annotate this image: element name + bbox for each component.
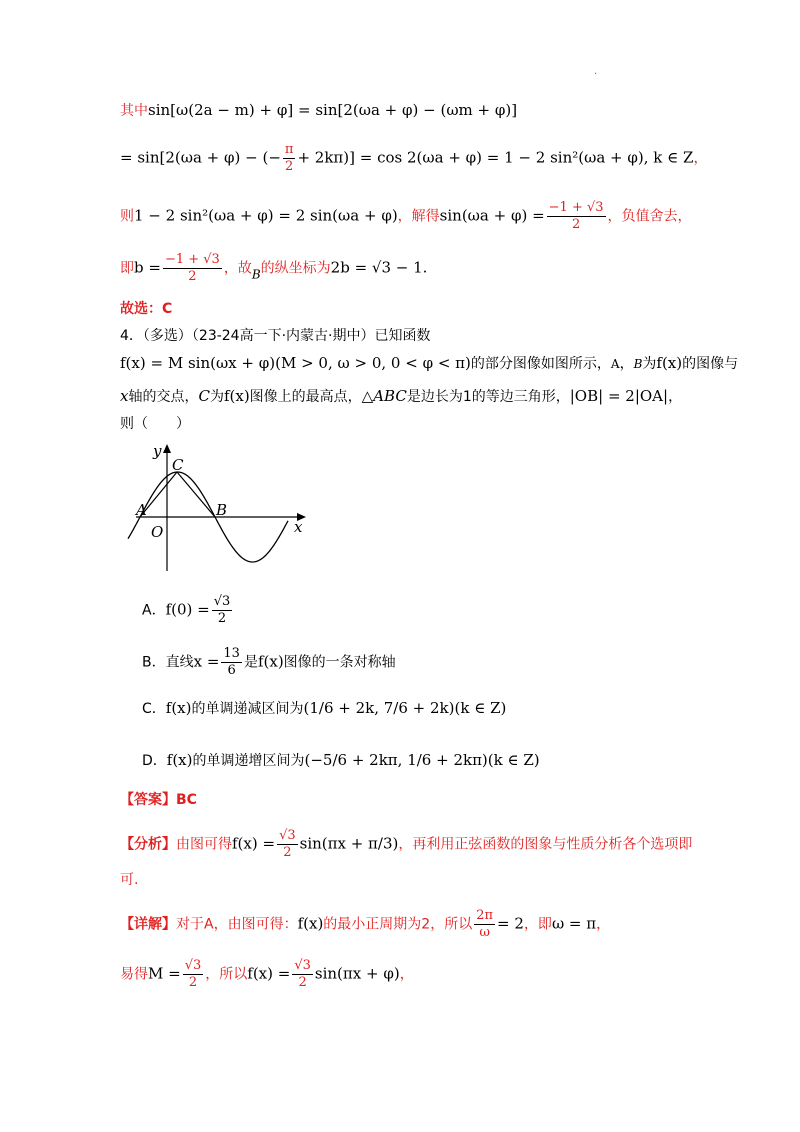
math: ω = π <box>551 914 597 933</box>
math: f(x) = <box>232 834 276 853</box>
option-letter: A． <box>142 602 166 619</box>
answer: 【答案】BC <box>120 792 197 808</box>
text: 易得 <box>120 966 148 983</box>
text: 则 <box>120 208 134 225</box>
text: ，负值舍去， <box>607 208 692 225</box>
denominator: 2 <box>285 159 294 174</box>
math: f(x) = M sin(ωx + φ)(M > 0, ω > 0, 0 < φ < π) <box>120 354 471 372</box>
numerator: 2π <box>476 908 494 923</box>
numerator: √3 <box>279 828 296 843</box>
option-letter: D． <box>142 753 167 769</box>
text: 直线 <box>165 654 194 671</box>
option-a <box>142 594 234 627</box>
math: b = <box>134 258 161 277</box>
math: f(x) <box>166 751 193 769</box>
fraction <box>547 200 606 233</box>
math: x <box>120 387 129 405</box>
numerator: π <box>284 142 294 157</box>
text: ， <box>596 916 611 933</box>
math: |OB| = 2|OA| <box>569 387 669 405</box>
text: ，解得 <box>397 208 440 225</box>
y-axis-arrow <box>163 444 171 453</box>
option-c <box>142 698 506 719</box>
label-c: C <box>172 456 184 474</box>
math: sin(ωa + φ) = <box>439 206 545 225</box>
numerator: √3 <box>294 958 311 973</box>
math: f(x) <box>165 699 192 717</box>
text: 即 <box>120 260 134 277</box>
math: 2b = √3 − 1 <box>330 258 423 277</box>
math: f(x) <box>297 914 324 933</box>
numerator: √3 <box>213 594 231 609</box>
denominator: 2 <box>283 845 292 860</box>
text: 的单调递减区间为 <box>191 701 304 717</box>
text: ， <box>619 356 634 372</box>
fraction <box>277 828 298 861</box>
label-o: O <box>151 523 164 541</box>
denominator: 2 <box>298 975 307 990</box>
solution-line-3 <box>120 200 692 233</box>
math: (1/6 + 2k, 7/6 + 2k)(k ∈ Z) <box>303 699 507 717</box>
math: sin(πx + φ) <box>314 964 400 983</box>
text: ，再利用正弦函数的图象与性质分析各个选项即 <box>398 836 693 853</box>
fraction <box>163 252 222 285</box>
numerator: √3 <box>184 958 202 973</box>
math: f(x) = <box>247 964 291 983</box>
previous-answer: 故选：C <box>120 301 173 317</box>
page-dot: . <box>594 66 598 77</box>
fraction <box>292 958 313 991</box>
detail-label: 【详解】 <box>120 916 176 933</box>
text: ，故 <box>223 260 252 277</box>
math: f(x) <box>656 354 683 372</box>
math: f(x) <box>257 652 284 671</box>
denominator: 2 <box>571 217 581 232</box>
option-d <box>142 750 540 771</box>
numerator: −1 + √3 <box>548 200 604 215</box>
triangle-side-cb <box>177 472 215 517</box>
math: f(x) <box>223 387 250 405</box>
text: 由图可得 <box>176 836 232 853</box>
math: = sin[2(ωa + φ) − (− <box>120 148 281 167</box>
numerator: −1 + √3 <box>164 252 220 267</box>
denominator: 2 <box>188 975 198 990</box>
option-b <box>142 646 396 679</box>
text: 其中 <box>120 103 148 119</box>
text: 的单调递增区间为 <box>192 753 305 769</box>
text: 是 <box>243 654 258 671</box>
fraction <box>212 594 233 627</box>
question-line-4: 则（ ） <box>120 416 190 432</box>
text: 的部分图像如图所示， <box>470 356 611 372</box>
denominator: 2 <box>217 611 227 626</box>
point-label: A <box>610 357 620 371</box>
numerator: 13 <box>223 646 240 661</box>
question-line-2 <box>120 353 738 374</box>
question-title: 4．（多选）（23-24高一下·内蒙古·期中）已知函数 <box>120 328 431 344</box>
solution-line-4 <box>120 252 427 285</box>
point-label: B <box>633 357 643 371</box>
math: f(0) = <box>165 600 210 619</box>
fraction <box>183 958 204 991</box>
text: ，即 <box>523 916 552 933</box>
fraction <box>221 646 242 679</box>
option-letter: B． <box>142 654 166 671</box>
sine-graph-figure <box>120 436 320 576</box>
detail-line-2 <box>120 958 414 991</box>
text: 对于A，由图可得： <box>176 916 298 933</box>
text: 图像的一条对称轴 <box>283 654 396 671</box>
label-a: A <box>136 501 147 519</box>
analysis-line-2: 可. <box>120 872 139 888</box>
text: 轴的交点， <box>128 389 199 405</box>
point-label: B <box>251 267 261 282</box>
solution-line-1 <box>120 100 517 121</box>
label-b: B <box>216 501 228 519</box>
math: x = <box>193 652 220 671</box>
text: 图像上的最高点， <box>249 389 362 405</box>
text: 的纵坐标为 <box>260 260 331 277</box>
denominator: 6 <box>227 663 236 678</box>
detail-line-1 <box>120 908 610 941</box>
math: = 2 <box>497 914 524 933</box>
math: 1 − 2 sin²(ωa + φ) = 2 sin(ωa + φ) <box>134 206 398 225</box>
question-line-3 <box>120 386 682 407</box>
fraction <box>474 908 495 941</box>
text: 的图像与 <box>682 356 739 372</box>
math: M = <box>148 964 181 983</box>
point-label: C <box>198 387 210 405</box>
text: ， <box>399 966 414 983</box>
text: . <box>422 258 428 277</box>
label-y: y <box>153 442 162 460</box>
text: ， <box>693 150 708 167</box>
denominator: ω <box>479 925 490 940</box>
text: 的最小正周期为2，所以 <box>323 916 473 933</box>
text: 为 <box>209 389 224 405</box>
math: (−5/6 + 2kπ, 1/6 + 2kπ)(k ∈ Z) <box>304 751 540 769</box>
analysis-line-1 <box>120 828 692 861</box>
math: sin(πx + π/3) <box>299 834 399 853</box>
math: △ABC <box>361 387 407 405</box>
fraction <box>283 142 296 175</box>
text: 是边长为1的等边三角形， <box>406 389 570 405</box>
math: + 2kπ)] = cos 2(ωa + φ) = 1 − 2 sin²(ωa + φ), k ∈ Z <box>297 148 694 167</box>
solution-line-2 <box>120 142 707 175</box>
math: sin[ω(2a − m) + φ] = sin[2(ωa + φ) − (ωm + φ)] <box>148 101 518 119</box>
text: ，所以 <box>205 966 248 983</box>
option-letter: C． <box>142 701 166 717</box>
text: ， <box>668 389 683 405</box>
denominator: 2 <box>188 269 197 284</box>
label-x: x <box>294 518 303 536</box>
analysis-label: 【分析】 <box>120 836 176 853</box>
text: 为 <box>642 356 657 372</box>
